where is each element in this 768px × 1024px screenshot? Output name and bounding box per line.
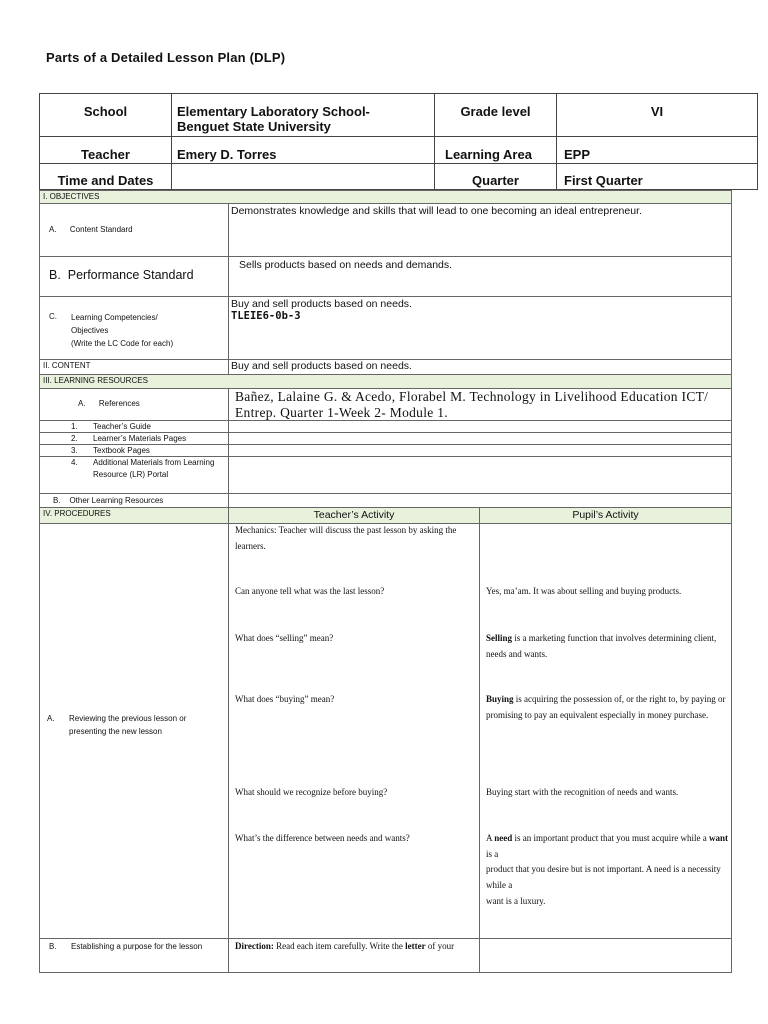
grade-label-cell xyxy=(435,94,557,137)
review-label: Reviewing the previous lesson or presenting the new lesson xyxy=(69,714,187,737)
school-line-1: Elementary Laboratory School- xyxy=(177,104,370,119)
competencies-line-1: Learning Competencies/ xyxy=(71,313,158,322)
direction-part-1: Read each item carefully. Write the xyxy=(273,941,406,952)
quarter-label: Quarter xyxy=(472,173,519,188)
performance-standard-value-cell xyxy=(229,257,732,297)
performance-standard-text: Sells products based on needs and demands. xyxy=(239,259,453,271)
teacher-text-4: What does “buying” mean? xyxy=(235,694,335,705)
review-lesson-cell xyxy=(40,524,229,939)
purpose-pupil-cell xyxy=(480,939,732,973)
pupil-text-3 xyxy=(486,692,729,723)
direction-part-2: of your xyxy=(425,941,455,952)
area-value-cell xyxy=(557,137,758,164)
references-cell xyxy=(40,389,229,421)
resource-item-1 xyxy=(40,421,229,433)
resource-item-num: 1. xyxy=(71,422,78,432)
school-value-cell xyxy=(172,94,435,137)
grade-value: VI xyxy=(650,104,664,119)
pupil-text-1: Yes, ma’am. It was about selling and buying products. xyxy=(486,586,682,597)
objectives-heading: I. OBJECTIVES xyxy=(40,191,732,204)
area-label-cell xyxy=(435,137,557,164)
teacher-text-1: Mechanics: Teacher will discuss the past lesson by asking the learners. xyxy=(235,525,457,551)
grade-value-cell xyxy=(557,94,758,137)
content-standard-label: A. Content Standard xyxy=(49,225,133,234)
teacher-label: Teacher xyxy=(81,147,130,162)
purpose-teacher-cell xyxy=(229,939,480,973)
school-label: School xyxy=(83,104,128,119)
teacher-activity-header: Teacher’s Activity xyxy=(229,508,480,524)
need-definition: is an important product that you must acquire while a xyxy=(512,833,709,844)
resource-item-2-value xyxy=(229,433,732,445)
other-resources-value-cell xyxy=(229,494,732,508)
pupil-activity-header: Pupil’s Activity xyxy=(480,508,732,524)
grade-label: Grade level xyxy=(460,104,531,119)
references-label: A. References xyxy=(78,399,140,408)
need-intro: A xyxy=(486,833,495,844)
resource-item-label: Textbook Pages xyxy=(93,446,150,456)
lc-code: TLEIE6-0b-3 xyxy=(231,310,301,322)
want-definition: product that you desire but is not important. A need is a necessity while a xyxy=(486,864,721,890)
resource-item-3 xyxy=(40,445,229,457)
buying-term: Buying xyxy=(486,694,514,705)
pupil-text-4: Buying start with the recognition of needs and wants. xyxy=(486,787,679,798)
content-standard-cell xyxy=(40,204,229,257)
resource-item-4-value xyxy=(229,457,732,494)
quarter-value-cell xyxy=(557,164,758,190)
resource-item-label: Teacher’s Guide xyxy=(93,422,151,432)
page-title: Parts of a Detailed Lesson Plan (DLP) xyxy=(46,50,286,65)
content-standard-text: Demonstrates knowledge and skills that will lead to one becoming an ideal entrepreneur. xyxy=(231,205,642,217)
competencies-cell xyxy=(40,297,229,360)
teacher-text-3: What does “selling” mean? xyxy=(235,633,334,644)
want-definition-start: is a xyxy=(486,848,499,859)
content-text: Buy and sell products based on needs. xyxy=(231,360,412,372)
time-label: Time and Dates xyxy=(57,173,154,188)
review-prefix: A. xyxy=(47,714,55,724)
pupil-text-5 xyxy=(486,831,729,909)
other-resources-cell xyxy=(40,494,229,508)
time-value-cell xyxy=(172,164,435,190)
teacher-text-2: Can anyone tell what was the last lesson? xyxy=(235,586,385,597)
purpose-prefix: B. xyxy=(49,942,57,952)
content-heading: II. CONTENT xyxy=(40,360,229,375)
teacher-value: Emery D. Torres xyxy=(177,147,277,162)
selling-definition: is a marketing function that involves determining client, needs and wants. xyxy=(486,633,717,659)
content-value-cell xyxy=(229,360,732,375)
references-text: Bañez, Lalaine G. & Acedo, Florabel M. Technology in Livelihood Education ICT/ Entrep. Quarter 1-Week 2- Module 1. xyxy=(235,389,709,420)
resource-item-num: 4. xyxy=(71,458,78,468)
resource-item-num: 2. xyxy=(71,434,78,444)
performance-standard-cell xyxy=(40,257,229,297)
want-luxury: want is a luxury. xyxy=(486,895,546,906)
teacher-activity-cell xyxy=(229,524,480,939)
purpose-label: Establishing a purpose for the lesson xyxy=(71,942,203,952)
resource-item-1-value xyxy=(229,421,732,433)
resource-item-4 xyxy=(40,457,229,494)
school-line-2: Benguet State University xyxy=(177,119,331,134)
time-label-cell xyxy=(40,164,172,190)
competencies-value-cell xyxy=(229,297,732,360)
need-term: need xyxy=(494,833,513,844)
lesson-plan-table xyxy=(39,190,732,973)
teacher-text-6: What’s the difference between needs and wants? xyxy=(235,833,410,844)
competencies-prefix: C. xyxy=(49,312,57,321)
direction-text xyxy=(231,939,477,955)
references-value-cell xyxy=(229,389,732,421)
competencies-text: Buy and sell products based on needs. xyxy=(231,298,412,310)
resource-item-label: Additional Materials from Learning Resource (LR) Portal xyxy=(93,458,215,480)
header-table xyxy=(39,93,758,190)
quarter-label-cell xyxy=(435,164,557,190)
teacher-text-5: What should we recognize before buying? xyxy=(235,787,388,798)
competencies-line-2: Objectives xyxy=(71,326,109,335)
resource-item-3-value xyxy=(229,445,732,457)
quarter-value: First Quarter xyxy=(564,173,643,188)
letter-term: letter xyxy=(405,941,426,952)
pupil-activity-cell xyxy=(480,524,732,939)
other-resources-label: B. Other Learning Resources xyxy=(53,496,164,506)
teacher-label-cell xyxy=(40,137,172,164)
resources-heading: III. LEARNING RESOURCES xyxy=(40,375,732,389)
performance-standard-label: B. Performance Standard xyxy=(49,268,194,282)
area-label: Learning Area xyxy=(445,147,532,162)
procedures-heading: IV. PROCEDURES xyxy=(40,508,229,524)
direction-label: Direction: xyxy=(235,941,274,952)
resource-item-label: Learner’s Materials Pages xyxy=(93,434,187,444)
pupil-text-2 xyxy=(486,631,729,662)
competencies-line-3: (Write the LC Code for each) xyxy=(71,339,174,348)
purpose-cell xyxy=(40,939,229,973)
want-term: want xyxy=(708,833,728,844)
buying-definition: is acquiring the possession of, or the right to, by paying or promising to pay an equivalent especially in money purchase. xyxy=(486,694,726,720)
school-label-cell xyxy=(40,94,172,137)
content-standard-value-cell xyxy=(229,204,732,257)
area-value: EPP xyxy=(564,147,591,162)
resource-item-2 xyxy=(40,433,229,445)
resource-item-num: 3. xyxy=(71,446,78,456)
teacher-value-cell xyxy=(172,137,435,164)
selling-term: Selling xyxy=(486,633,513,644)
